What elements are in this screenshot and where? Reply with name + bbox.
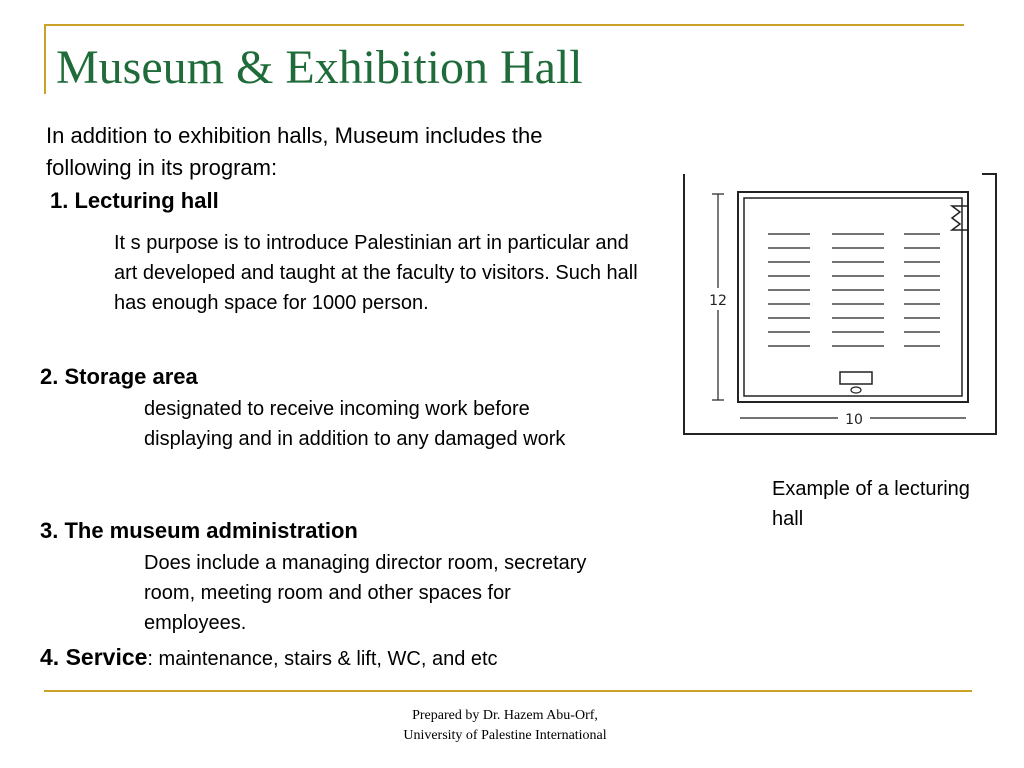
section-heading-administration: 3. The museum administration [40, 518, 358, 543]
seat-rows [768, 234, 940, 346]
section-heading-service: 4. Service [40, 644, 148, 670]
title-left-rule [44, 24, 46, 94]
section-body-service: : maintenance, stairs & lift, WC, and etc [147, 648, 498, 670]
figure-caption: Example of a lecturing hall [772, 478, 970, 530]
slide-title: Museum & Exhibition Hall [56, 41, 583, 94]
bottom-rule [44, 690, 972, 692]
intro-text: In addition to exhibition halls, Museum includes the following in its program: [46, 123, 543, 180]
section-body-storage-area: designated to receive incoming work before displaying and in addition to any damaged work [144, 398, 566, 450]
section-body-lecturing-hall: It s purpose is to introduce Palestinian art in particular and art developed and taught at the faculty to visitors. Such hall has enough space for 1000 person. [114, 232, 638, 314]
section-heading-lecturing-hall: 1. Lecturing hall [50, 188, 219, 213]
dimension-width-label: 10 [845, 412, 863, 428]
footer-line-2: University of Palestine International [403, 728, 607, 743]
top-rule [44, 24, 964, 26]
footer-line-1: Prepared by Dr. Hazem Abu-Orf, [412, 708, 598, 723]
lecturing-hall-plan [682, 172, 998, 440]
dimension-height-label: 12 [709, 293, 727, 309]
section-heading-storage-area: 2. Storage area [40, 364, 198, 389]
service-line [40, 644, 498, 674]
footer-credit [380, 706, 630, 746]
section-body-administration: Does include a managing director room, secretary room, meeting room and other spaces for employees. [144, 552, 587, 634]
